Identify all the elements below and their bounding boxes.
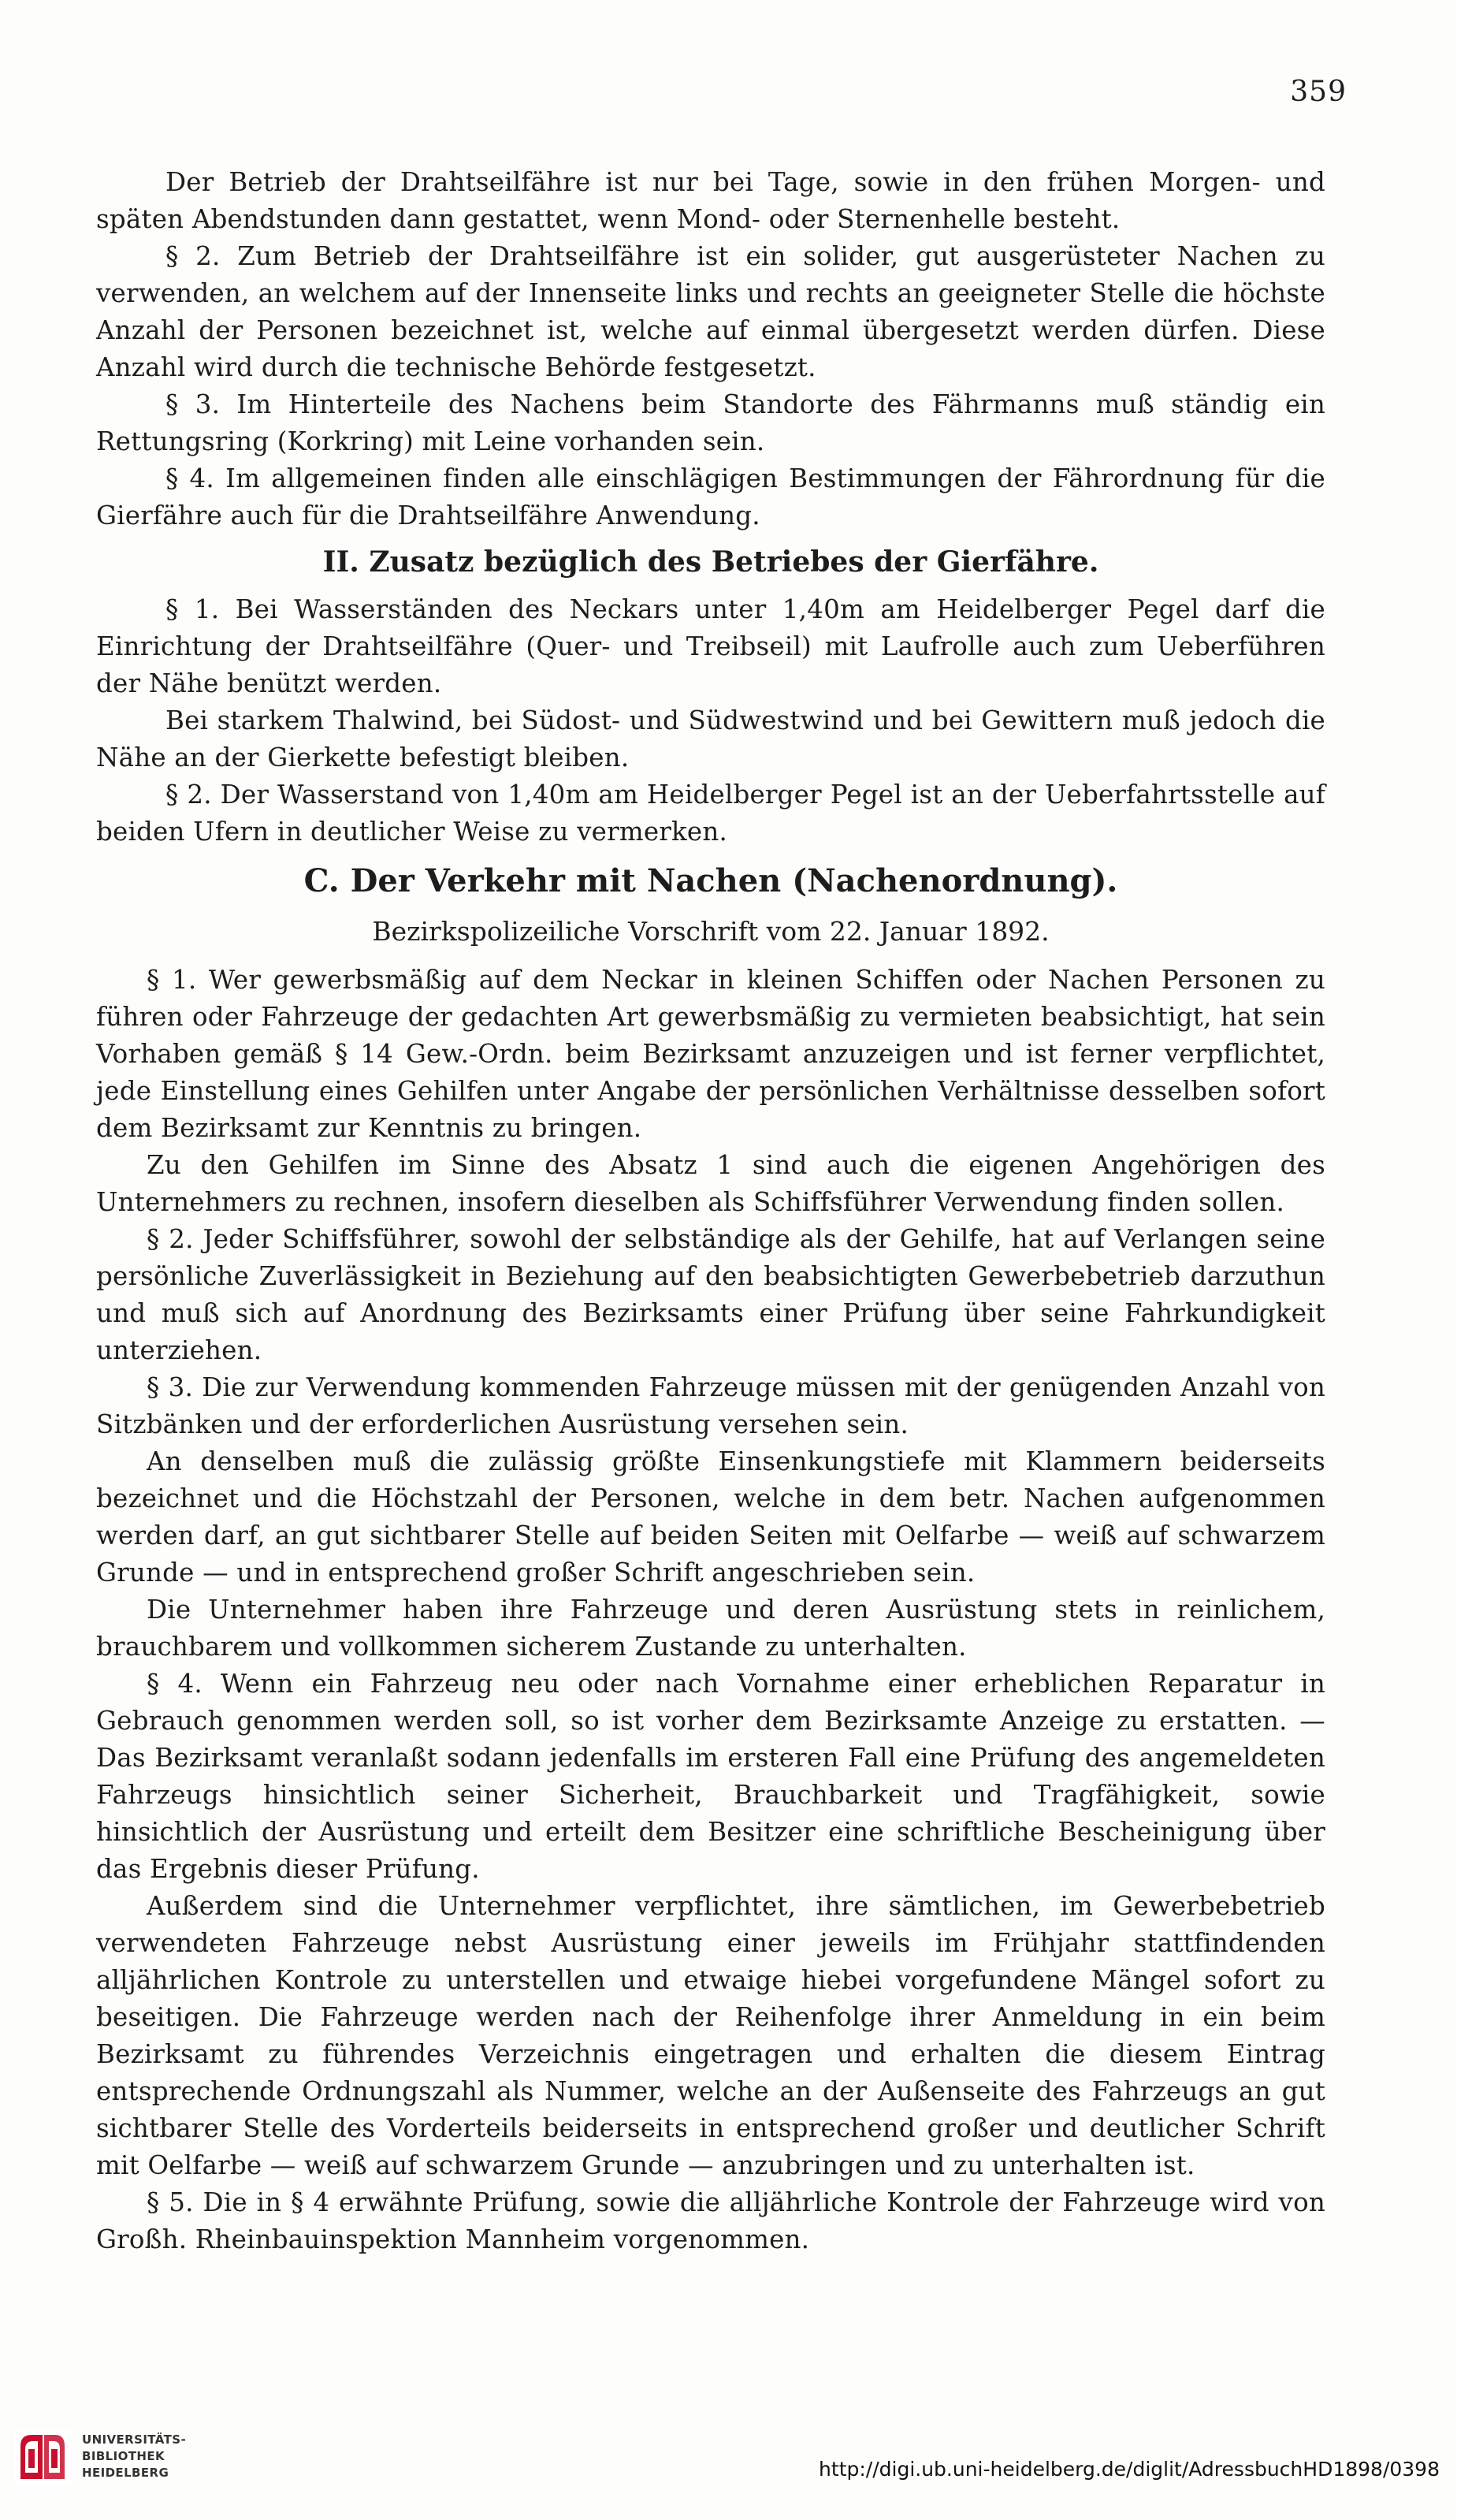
paragraph-c-annual-control: Außerdem sind die Unternehmer verpflichtet, ihre sämtlichen, im Gewerbebetrieb verwendeten Fahrzeuge nebst Ausrüstung einer jeweils im Frühjahr stattfindenden alljährlichen Kontrole zu unterstellen und etwaige hiebei vorgefundene Mängel sofort zu beseitigen. Die Fahrzeuge werden nach der Reihenfolge ihrer Anmeldung in ein beim Bezirksamt zu führendes Verzeichnis eingetragen und erhalten die diesem Eintrag entsprechende Ordnungszahl als Nummer, welche an der Außenseite des Fahrzeugs an gut sichtbarer Stelle des Vorderteils beiderseits in entsprechend großer und deutlicher Schrift mit Oelfarbe — weiß auf schwarzem Grunde — anzubringen und zu unterhalten ist. bbox=[96, 1891, 1325, 2180]
paragraph-section-2: § 2. Zum Betrieb der Drahtseilfähre ist ein solider, gut ausgerüsteter Nachen zu verwenden, an welchem auf der Innenseite links und rechts an geeigneter Stelle die höchste Anzahl der Personen bezeichnet ist, welche auf einmal übergesetzt werden dürfen. Diese Anzahl wird durch die technische Behörde festgesetzt. bbox=[96, 241, 1325, 382]
section-ii-heading: II. Zusatz bezüglich des Betriebes der Gierfähre. bbox=[322, 545, 1099, 579]
paragraph-c-section-5: § 5. Die in § 4 erwähnte Prüfung, sowie die alljährliche Kontrole der Fahrzeuge wird von Großh. Rheinbauinspektion Mannheim vorgenommen. bbox=[96, 2187, 1325, 2254]
section-c-heading: C. Der Verkehr mit Nachen (Nachenordnung). bbox=[303, 862, 1118, 899]
source-url-link[interactable]: http://digi.ub.uni-heidelberg.de/diglit/AdressbuchHD1898/0398 bbox=[819, 2458, 1440, 2481]
logo-line-1: UNIVERSITÄTS- bbox=[82, 2433, 187, 2447]
logo-line-2: BIBLIOTHEK bbox=[82, 2449, 165, 2463]
paragraph-c-section-2: § 2. Jeder Schiffsführer, sowohl der selbständige als der Gehilfe, hat auf Verlangen seine persönliche Zuverlässigkeit in Beziehung auf den beabsichtigten Gewerbebetrieb darzuthun und muß sich auf Anordnung des Bezirksamts einer Prüfung über seine Fahrkundigkeit unterziehen. bbox=[96, 1224, 1325, 1365]
drahtseilfaehre-section bbox=[96, 164, 1325, 534]
paragraph-ii-weather: Bei starkem Thalwind, bei Südost- und Südwestwind und bei Gewittern muß jedoch die Nähe an der Gierkette befestigt bleiben. bbox=[96, 705, 1325, 772]
paragraph-c-markings: An denselben muß die zulässig größte Einsenkungstiefe mit Klammern beiderseits bezeichnet und die Höchstzahl der Personen, welche in dem betr. Nachen aufgenommen werden darf, an gut sichtbarer Stelle auf beiden Seiten mit Oelfarbe — weiß auf schwarzem Grunde — und in entsprechend großer Schrift angeschrieben sein. bbox=[96, 1446, 1325, 1588]
paragraph-c-helpers: Zu den Gehilfen im Sinne des Absatz 1 sind auch die eigenen Angehörigen des Unternehmers zu rechnen, insofern dieselben als Schiffsführer Verwendung finden sollen. bbox=[96, 1150, 1325, 1217]
gierfaehre-section bbox=[96, 591, 1325, 851]
nachenordnung-section bbox=[96, 962, 1325, 2258]
section-c-subheading: Bezirkspolizeiliche Vorschrift vom 22. Januar 1892. bbox=[372, 916, 1050, 947]
paragraph-c-section-1: § 1. Wer gewerbsmäßig auf dem Neckar in kleinen Schiffen oder Nachen Personen zu führen oder Fahrzeuge der gedachten Art gewerbsmäßig zu vermieten beabsichtigt, hat sein Vorhaben gemäß § 14 Gew.-Ordn. beim Bezirksamt anzuzeigen und ist ferner verpflichtet, jede Einstellung eines Gehilfen unter Angabe der persönlichen Verhältnisse desselben sofort dem Bezirksamt zur Kenntnis zu bringen. bbox=[96, 965, 1325, 1143]
paragraph-section-4: § 4. Im allgemeinen finden alle einschlägigen Bestimmungen der Fährordnung für die Gierfähre auch für die Drahtseilfähre Anwendung. bbox=[96, 463, 1325, 530]
paragraph-c-section-4: § 4. Wenn ein Fahrzeug neu oder nach Vornahme einer erheblichen Reparatur in Gebrauch genommen werden soll, so ist vorher dem Bezirksamte Anzeige zu erstatten. — Das Bezirksamt veranlaßt sodann jedenfalls im ersteren Fall eine Prüfung des angemeldeten Fahrzeugs hinsichtlich seiner Sicherheit, Brauchbarkeit und Tragfähigkeit, sowie hinsichtlich der Ausrüstung und erteilt dem Besitzer eine schriftliche Bescheinigung über das Ergebnis dieser Prüfung. bbox=[96, 1669, 1325, 1884]
paragraph-ii-section-1: § 1. Bei Wasserständen des Neckars unter 1,40m am Heidelberger Pegel darf die Einrichtung der Drahtseilfähre (Quer- und Treibseil) mit Laufrolle auch zum Ueberführen der Nähe benützt werden. bbox=[96, 594, 1325, 698]
library-logo bbox=[14, 2424, 203, 2495]
page-number: 359 bbox=[1290, 76, 1347, 108]
paragraph-c-section-3: § 3. Die zur Verwendung kommenden Fahrzeuge müssen mit der genügenden Anzahl von Sitzbänken und der erforderlichen Ausrüstung versehen sein. bbox=[96, 1372, 1325, 1439]
paragraph-section-3: § 3. Im Hinterteile des Nachens beim Standorte des Fährmanns muß ständig ein Rettungsring (Korkring) mit Leine vorhanden sein. bbox=[96, 389, 1325, 456]
library-crest-icon bbox=[14, 2429, 71, 2485]
paragraph-c-maintenance: Die Unternehmer haben ihre Fahrzeuge und deren Ausrüstung stets in reinlichem, brauchbarem und vollkommen sicherem Zustande zu unterhalten. bbox=[96, 1595, 1325, 1662]
paragraph-ii-section-2: § 2. Der Wasserstand von 1,40m am Heidelberger Pegel ist an der Ueberfahrtsstelle auf beiden Ufern in deutlicher Weise zu vermerken. bbox=[96, 780, 1325, 847]
logo-line-3: HEIDELBERG bbox=[82, 2466, 169, 2480]
paragraph-operation-hours: Der Betrieb der Drahtseilfähre ist nur bei Tage, sowie in den frühen Morgen- und späten Abendstunden dann gestattet, wenn Mond- oder Sternenhelle besteht. bbox=[96, 167, 1325, 234]
